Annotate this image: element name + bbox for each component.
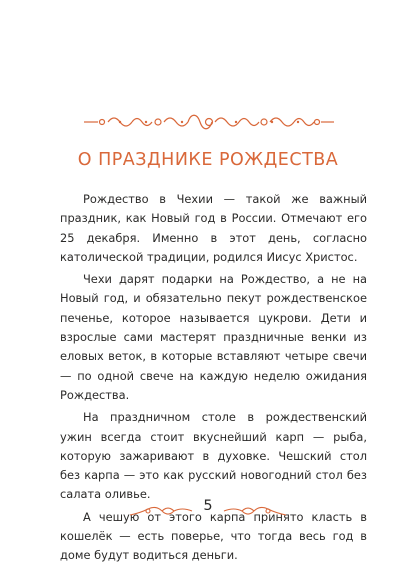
floral-border-icon xyxy=(84,112,334,132)
floral-flourish-icon xyxy=(218,503,288,519)
paragraph: На праздничном столе в рождественский ужин всегда стоит вкуснейший карп — рыба, которую зажаривают в духовке. Чешский стол без карпа — это как русский новогодний стол без салата оливье. xyxy=(60,410,367,502)
page-title: О ПРАЗДНИКЕ РОЖДЕСТВА xyxy=(77,150,339,170)
page-number: 5 xyxy=(203,498,213,514)
paragraph: Чехи дарят подарки на Рождество, а не на Новый год, и обязательно пекут рождественское печенье, которое называется цукрови. Дети и взрослые сами мастерят праздничные венки из еловых веток, в которые вставляют четыре свечи — по одной свече на каждую неделю ожидания Рождества. xyxy=(60,272,367,402)
paragraph: А чешую от этого карпа принято класть в кошелёк — есть поверье, что тогда весь год в доме будут водиться деньги. xyxy=(60,509,367,563)
paragraph: Рождество в Чехии — такой же важный праздник, как Новый год в России. Отмечают его 25 декабря. Именно в этот день, согласно католической традиции, родился Иисус Христос. xyxy=(60,192,367,264)
